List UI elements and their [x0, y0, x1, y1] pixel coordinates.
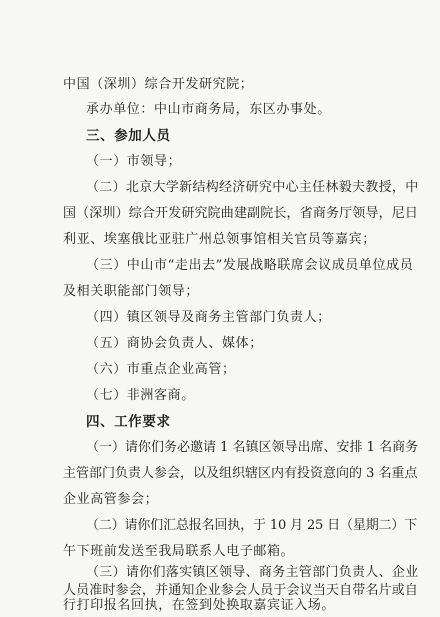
body-line: （五）商协会负责人、媒体； [86, 336, 263, 351]
body-line: 午下班前发送至我局联系人电子邮箱。 [63, 544, 295, 559]
body-line: 利亚、埃塞俄比亚驻广州总领事馆相关官员等嘉宾； [63, 232, 376, 247]
body-line: 国（深圳）综合开发研究院曲建副院长，省商务厅领导，尼日 [63, 206, 419, 221]
body-line: （四）镇区领导及商务主管部门负责人； [86, 310, 331, 325]
body-line: （三）请你们落实镇区领导、商务主管部门负责人、企业 [86, 565, 419, 581]
body-line: 人员准时参会，并通知企业参会人员于会议当天自带名片或自 [63, 582, 419, 598]
body-line: 及相关职能部门领导； [63, 284, 200, 299]
body-line: 承办单位：中山市商务局，东区办事处。 [86, 102, 331, 117]
body-line: 企业高管参会； [63, 492, 159, 507]
body-line: （三）中山市“走出去”发展战略联席会议成员单位成员 [86, 258, 414, 273]
body-line: （七）非洲客商。 [86, 388, 195, 403]
body-line: （一）市领导； [86, 154, 182, 169]
body-line: 中国（深圳）综合开发研究院； [63, 77, 254, 92]
body-line: 行打印报名回执，在签到处换取嘉宾证入场。 [63, 598, 336, 613]
body-line: （一）请你们务必邀请 1 名镇区领导出席、安排 1 名商务 [86, 440, 419, 455]
body-line: 主管部门负责人参会，以及组织辖区内有投资意向的 3 名重点 [63, 466, 418, 481]
body-line: （二）北京大学新结构经济研究中心主任林毅夫教授，中 [86, 180, 419, 195]
section-heading: 三、参加人员 [86, 128, 171, 144]
body-line: （六）市重点企业高管； [86, 362, 236, 377]
section-heading: 四、工作要求 [86, 414, 171, 430]
body-line: （二）请你们汇总报名回执，于 10 月 25 日（星期二）下 [86, 518, 418, 533]
